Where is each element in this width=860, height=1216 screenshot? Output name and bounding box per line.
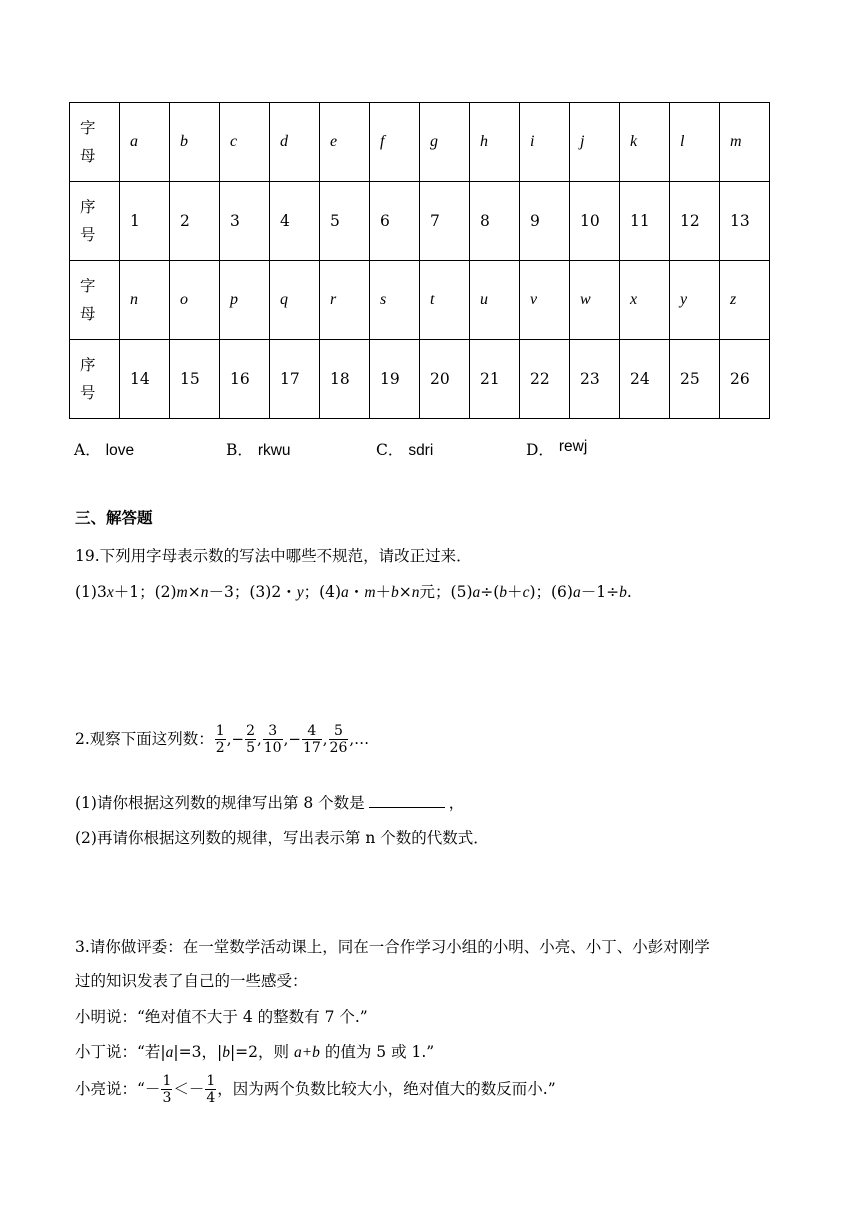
q19-title: 19.下列用字母表示数的写法中哪些不规范，请改正过来． <box>75 547 472 565</box>
number-cell: 13 <box>720 182 770 261</box>
q3-xiaoding: 小丁说：“若|a|=3，|b|=2，则 a+b 的值为 5 或 1.” <box>75 1043 435 1061</box>
fraction: $\frac{3}{10}$ <box>263 722 282 756</box>
letter-cell: a <box>120 103 170 182</box>
q3-xiaoliang: 小亮说：“－ $\frac{1}{3}$ ＜－ $\frac{1}{4}$ ，因为两个负数比较大小，绝对值大的数反而小.” <box>75 1072 556 1106</box>
letter-cell: i <box>520 103 570 182</box>
option-label: D． <box>526 441 554 459</box>
section-title: 三、解答题 <box>75 508 153 527</box>
number-cell: 5 <box>320 182 370 261</box>
q2-part2: (2)再请你根据这列数的规律，写出表示第 n 个数的代数式． <box>75 829 489 847</box>
number-cell: 19 <box>370 340 420 419</box>
letter-cell: n <box>120 261 170 340</box>
number-cell: 20 <box>420 340 470 419</box>
row-header-char: 序 <box>80 198 96 216</box>
option-answer: love <box>105 442 135 459</box>
q2-part1: (1)请你根据这列数的规律写出第 8 个数是 ， <box>75 794 465 812</box>
fraction: $\frac{2}{5}$ <box>246 722 255 756</box>
option-answer: sdri <box>408 442 434 459</box>
number-cell: 3 <box>220 182 270 261</box>
letter-cell: d <box>270 103 320 182</box>
number-cell: 10 <box>570 182 620 261</box>
number-cell: 26 <box>720 340 770 419</box>
table-row <box>70 261 770 340</box>
q2-intro: 2.观察下面这列数： $\frac{1}{2}$ ,− $\frac{2}{5}$ , $\frac{3}{10}$ ,− $\frac{4}{17}$ , $\frac{5}{26}$ ,… <box>75 718 369 758</box>
row-header-char: 母 <box>80 147 96 165</box>
letter-cell: s <box>370 261 420 340</box>
letter-cell: c <box>220 103 270 182</box>
row-header <box>70 103 120 182</box>
letter-cell: j <box>570 103 620 182</box>
option-label: C． <box>376 441 404 459</box>
letter-cell: m <box>720 103 770 182</box>
letter-cell: z <box>720 261 770 340</box>
number-cell: 2 <box>170 182 220 261</box>
option-a <box>74 440 134 461</box>
letter-cell: p <box>220 261 270 340</box>
letter-cell: g <box>420 103 470 182</box>
letter-cell: h <box>470 103 520 182</box>
fraction: $\frac{1}{3}$ <box>162 1072 172 1106</box>
letter-cell: k <box>620 103 670 182</box>
number-cell: 21 <box>470 340 520 419</box>
sequence-separator: , <box>256 730 262 748</box>
row-header-char: 字 <box>80 119 96 137</box>
letter-cell: l <box>670 103 720 182</box>
row-header <box>70 182 120 261</box>
number-cell: 23 <box>570 340 620 419</box>
row-header <box>70 340 120 419</box>
number-cell: 22 <box>520 340 570 419</box>
letter-cell: y <box>670 261 720 340</box>
number-cell: 17 <box>270 340 320 419</box>
number-cell: 18 <box>320 340 370 419</box>
letter-cell: x <box>620 261 670 340</box>
letter-cell: t <box>420 261 470 340</box>
table-row <box>70 182 770 261</box>
answer-blank[interactable] <box>369 793 445 808</box>
number-cell: 4 <box>270 182 320 261</box>
option-c <box>376 440 433 461</box>
option-b <box>226 440 291 461</box>
q3-line1: 3.请你做评委：在一堂数学活动课上，同在一合作学习小组的小明、小亮、小丁、小彭对刚学 <box>75 938 710 956</box>
letter-cell: w <box>570 261 620 340</box>
number-cell: 25 <box>670 340 720 419</box>
row-header <box>70 261 120 340</box>
letter-cell: f <box>370 103 420 182</box>
table-row <box>70 340 770 419</box>
sequence-separator: ,− <box>283 730 301 748</box>
fraction: $\frac{1}{2}$ <box>215 722 225 756</box>
q3-xiaoming: 小明说：“绝对值不大于 4 的整数有 7 个.” <box>75 1008 368 1026</box>
letter-cell: b <box>170 103 220 182</box>
row-header-char: 字 <box>80 277 96 295</box>
number-cell: 16 <box>220 340 270 419</box>
fraction: $\frac{4}{17}$ <box>302 722 321 756</box>
number-cell: 1 <box>120 182 170 261</box>
letter-cell: r <box>320 261 370 340</box>
option-label: A． <box>74 441 101 459</box>
option-label: B． <box>226 441 253 459</box>
letter-cell: q <box>270 261 320 340</box>
sequence-separator: , <box>322 730 328 748</box>
number-cell: 15 <box>170 340 220 419</box>
fraction: $\frac{5}{26}$ <box>329 722 348 756</box>
row-header-char: 号 <box>80 384 96 402</box>
option-answer: rkwu <box>257 442 291 459</box>
number-cell: 9 <box>520 182 570 261</box>
letter-cell: e <box>320 103 370 182</box>
option-d <box>526 440 587 461</box>
letter-number-table <box>69 102 770 419</box>
option-answer: rewj <box>558 438 588 455</box>
number-cell: 14 <box>120 340 170 419</box>
row-header-char: 母 <box>80 305 96 323</box>
letter-cell: o <box>170 261 220 340</box>
number-cell: 11 <box>620 182 670 261</box>
number-cell: 24 <box>620 340 670 419</box>
q3-line2: 过的知识发表了自己的一些感受： <box>75 972 308 990</box>
letter-cell: v <box>520 261 570 340</box>
table-row <box>70 103 770 182</box>
fraction: $\frac{1}{4}$ <box>206 1072 216 1106</box>
row-header-char: 号 <box>80 226 96 244</box>
number-sequence <box>214 722 350 756</box>
letter-cell: u <box>470 261 520 340</box>
number-cell: 7 <box>420 182 470 261</box>
number-cell: 12 <box>670 182 720 261</box>
q19-items: (1)3x＋1；(2)m×n－3；(3)2・y；(4)a・m＋b×n元；(5)a÷(b＋c)；(6)a－1÷b. <box>75 583 632 601</box>
row-header-char: 序 <box>80 356 96 374</box>
sequence-separator: ,− <box>226 730 245 748</box>
number-cell: 8 <box>470 182 520 261</box>
number-cell: 6 <box>370 182 420 261</box>
